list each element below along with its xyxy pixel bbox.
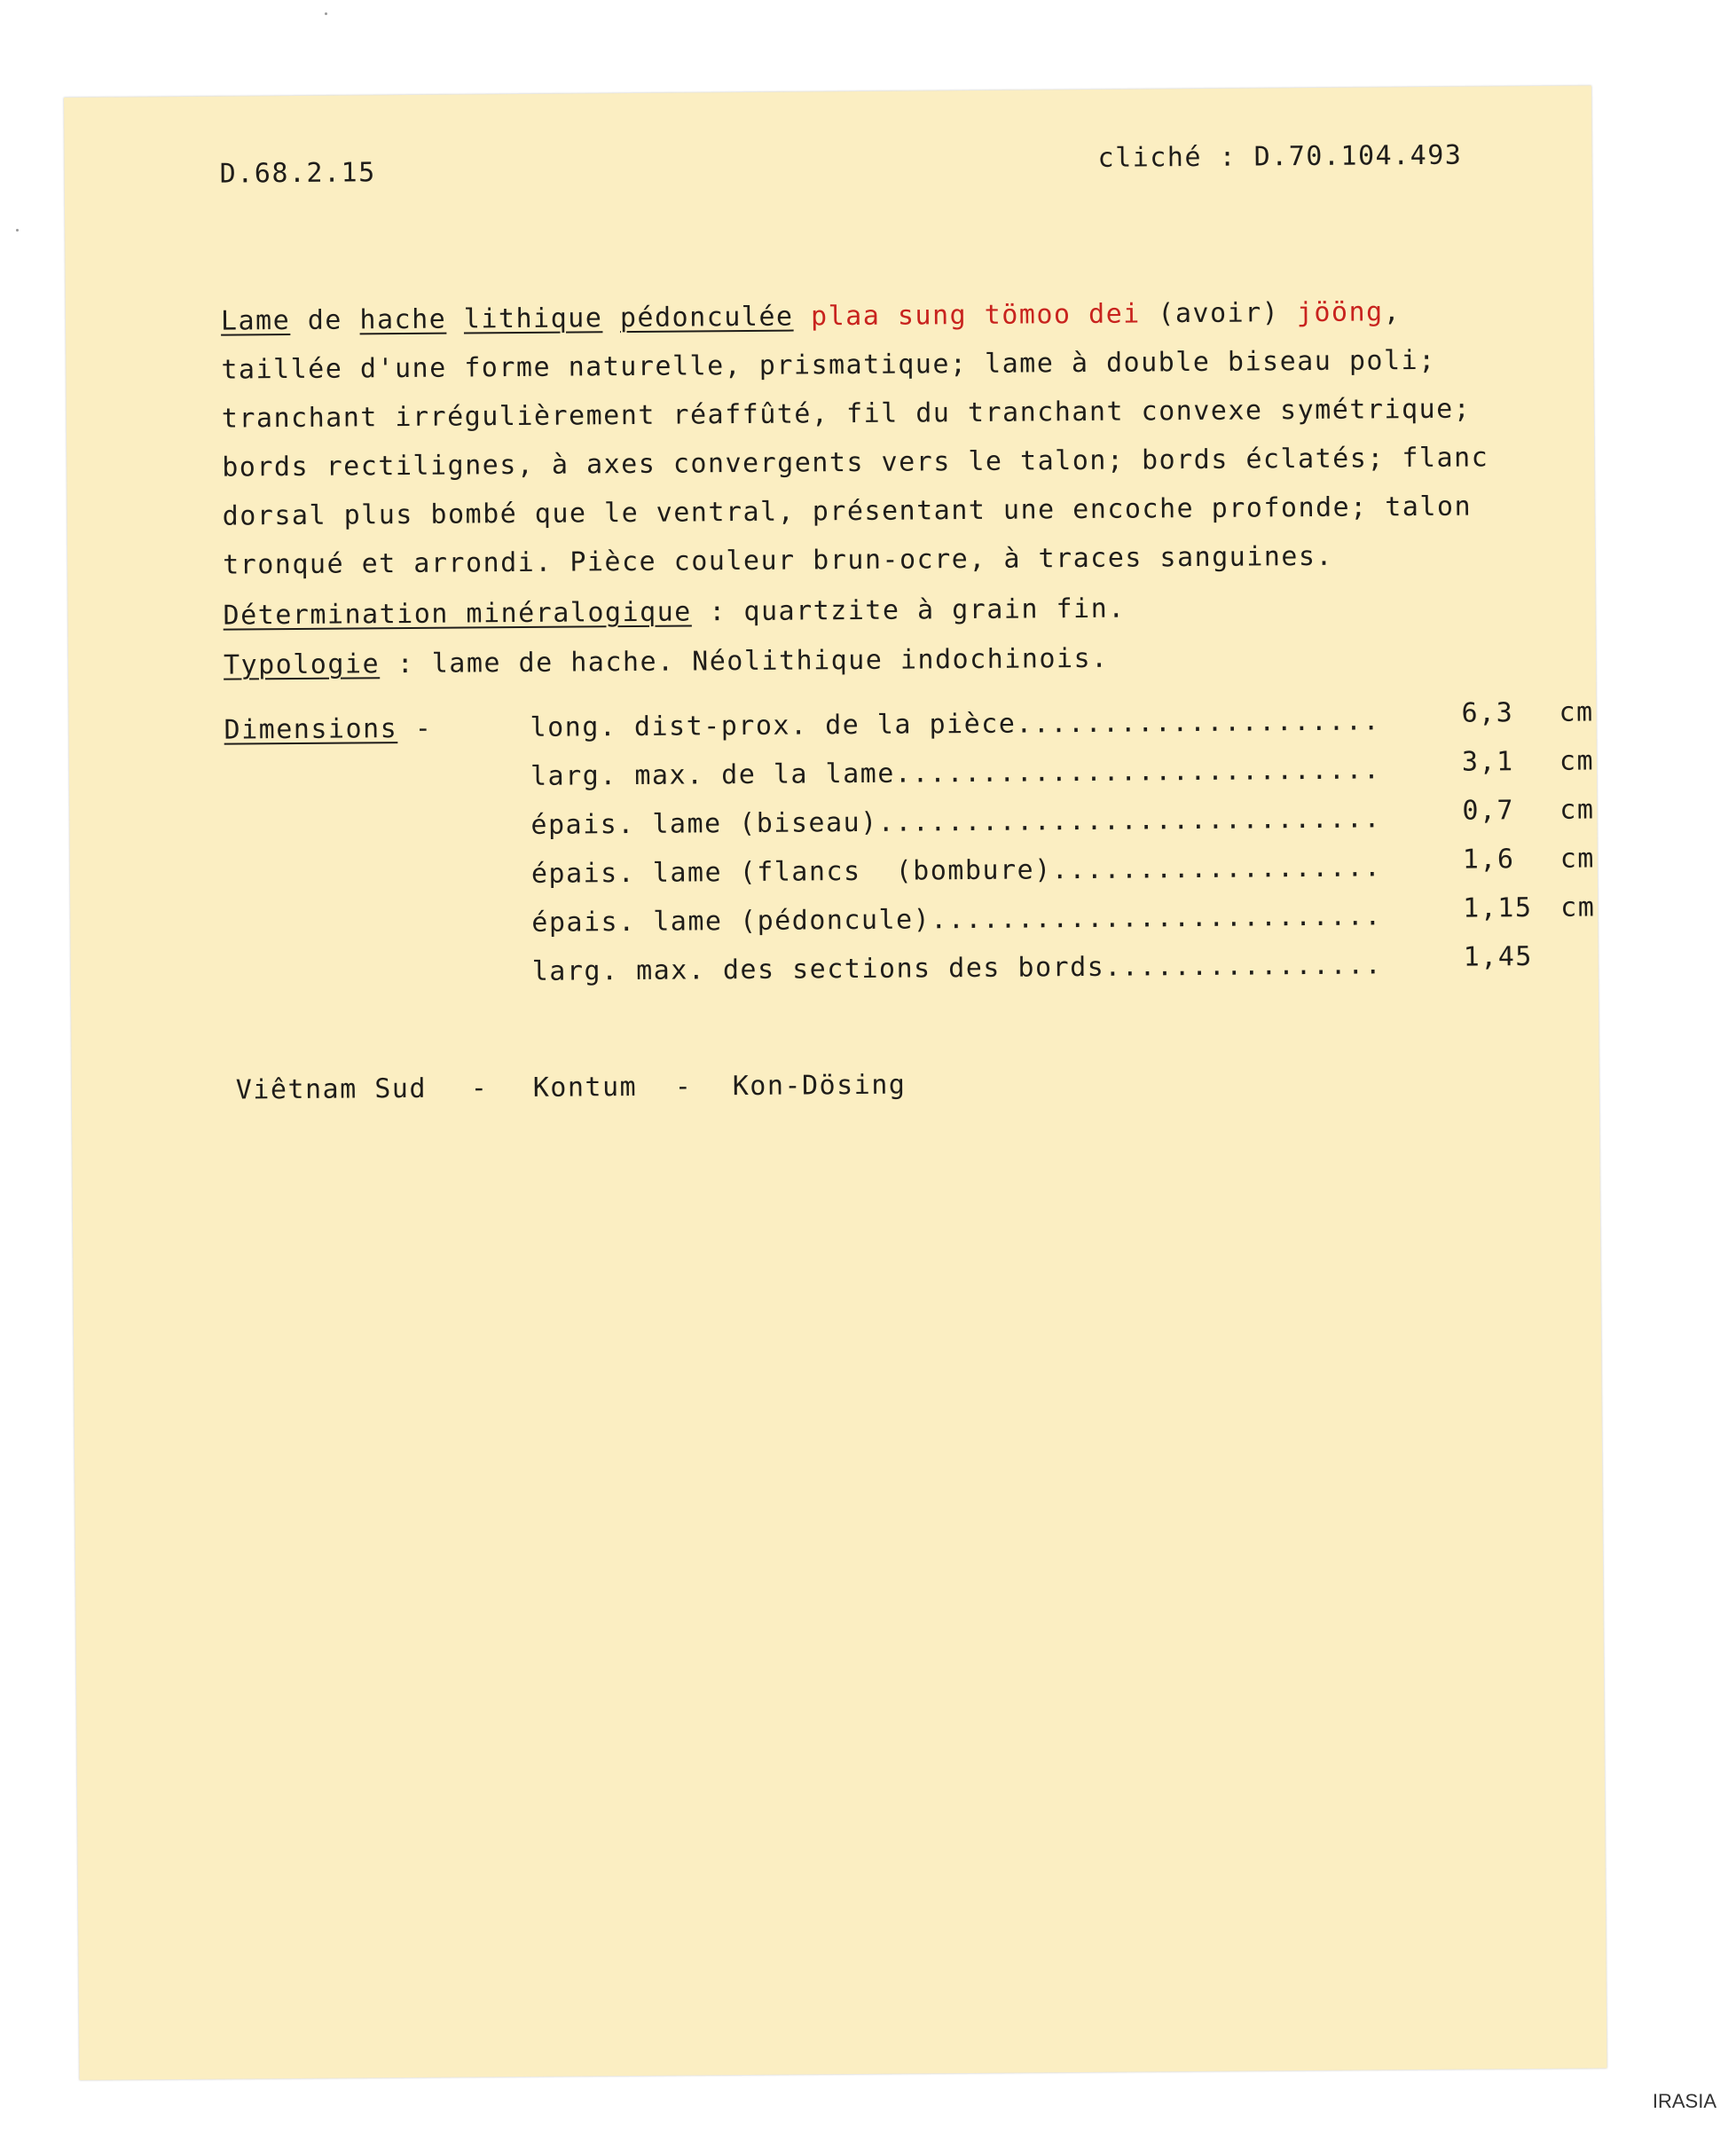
description-line-2: taillée d'une forme naturelle, prismatique; lame à double biseau poli; [221,344,1436,386]
dimension-value: 3,1 [1461,746,1514,778]
dimension-value: 1,6 [1462,844,1515,876]
dimensions-dash: - [414,712,433,744]
dimension-label: épais. lame (pédoncule).......................... [531,900,1382,939]
dimension-unit: cm [1559,696,1594,728]
description-line-1: Lame de hache lithique pédonculée plaa sung tömoo dei (avoir) jööng, [220,296,1402,337]
vernacular-name-2: jööng [1296,296,1384,329]
dimension-label: épais. lame (flancs (bombure)................... [530,852,1382,890]
dimension-value: 1,45 [1463,941,1534,973]
dimension-value: 0,7 [1462,795,1515,827]
dimension-label: larg. max. de la lame............................ [530,754,1381,792]
mineralogy-value: : quartzite à grain fin. [709,593,1126,628]
typology-value: : lame de hache. Néolithique indochinois. [397,642,1109,680]
term-hache: hache [359,303,447,336]
paper-speck [16,229,19,232]
mineralogy-line [223,593,1125,632]
cliche-number: D.70.104.493 [1253,139,1463,173]
location-separator: - [674,1071,693,1103]
location-country: Viêtnam Sud [235,1072,428,1106]
inventory-number: D.68.2.15 [219,157,376,190]
dimension-value: 6,3 [1461,697,1514,729]
location-province: Kontum [532,1071,638,1104]
term-lame: Lame [220,305,291,337]
typology-label: Typologie [223,648,381,681]
description-line-4: bords rectilignes, à axes convergents vers le talon; bords éclatés; flanc [222,442,1489,483]
dimension-label: épais. lame (biseau)............................. [530,803,1382,841]
catalogue-card [64,85,1607,2079]
dimension-label: larg. max. des sections des bords................ [531,949,1383,987]
typology-line [224,643,1109,681]
description-line-3: tranchant irrégulièrement réaffûté, fil du tranchant convexe symétrique; [221,393,1472,435]
dimension-unit: cm [1560,892,1596,923]
description-line-5: dorsal plus bombé que le ventral, présentant une encoche profonde; talon [222,491,1473,532]
cliche-label: cliché [1097,141,1203,174]
dimension-unit: cm [1559,745,1595,777]
dimension-label: long. dist-prox. de la pièce..................... [530,705,1381,743]
term-pedonculee: pédonculée [619,301,794,334]
vernacular-name: plaa sung tömoo dei [810,298,1141,333]
source-watermark: IRASIA [1652,2090,1716,2112]
dimensions-heading [224,713,432,746]
location-separator: - [470,1072,489,1104]
word-de: de [307,304,343,336]
dimension-unit: cm [1559,843,1596,875]
cliche-reference: cliché : D.70.104.493 [1097,139,1463,174]
paper-speck [325,12,327,15]
dimension-unit: cm [1559,794,1595,826]
avoir-note: (avoir) [1158,297,1280,330]
mineralogy-label: Détermination minéralogique [223,596,692,632]
dimensions-label: Dimensions [224,713,398,746]
dimension-value: 1,15 [1463,892,1533,924]
term-lithique: lithique [463,302,603,335]
location-village: Kon-Dösing [732,1069,907,1103]
description-line-6: tronqué et arrondi. Pièce couleur brun-ocre, à traces sanguines. [223,540,1334,581]
